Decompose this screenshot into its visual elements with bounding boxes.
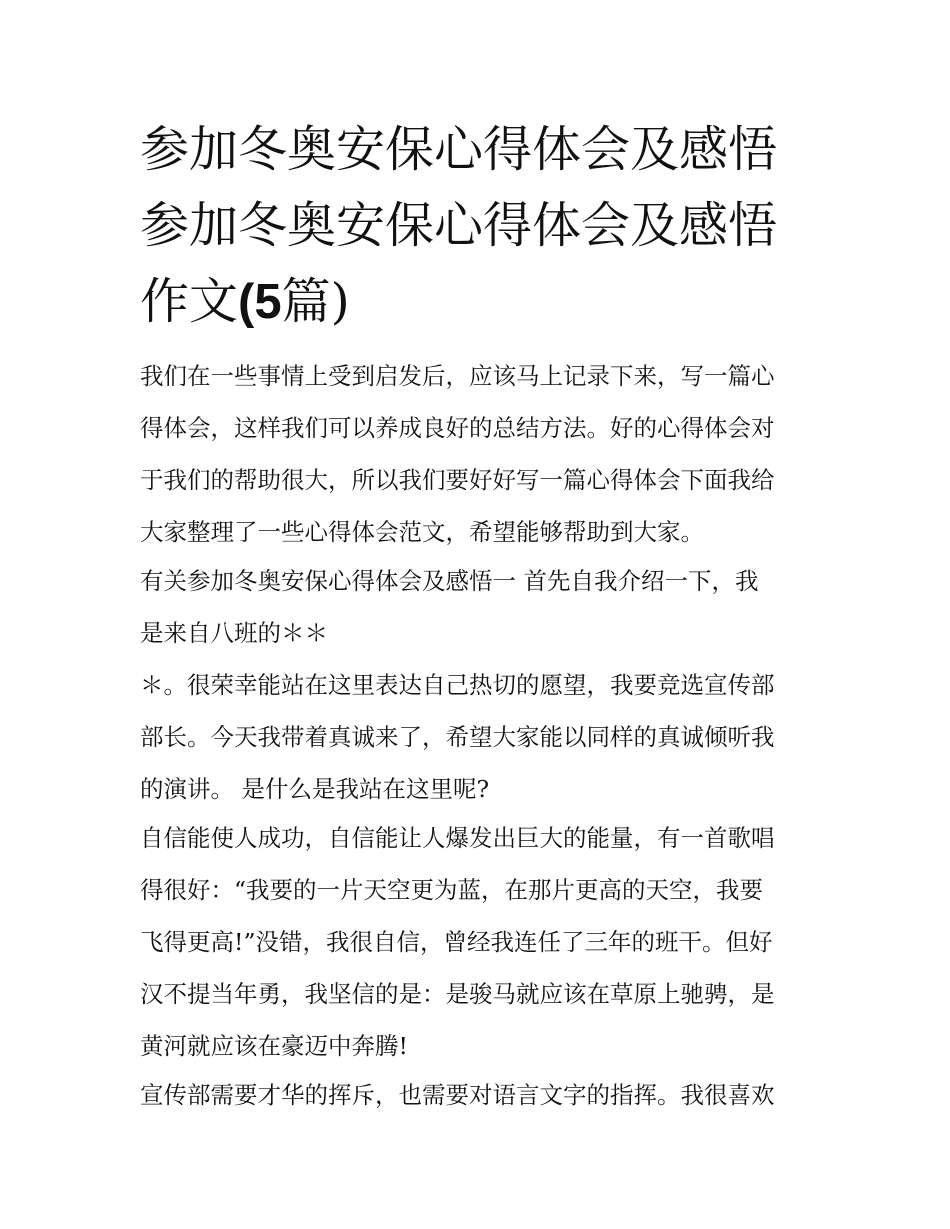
- paragraph-line: 汉不提当年勇，我坚信的是：是骏马就应该在草原上驰骋，是: [140, 980, 775, 1008]
- document-page: [140, 112, 820, 1121]
- paragraph-line: ＊。很荣幸能站在这里表达自己热切的愿望，我要竞选宣传部: [140, 671, 775, 699]
- paragraph-line: 的演讲。 是什么是我站在这里呢?: [140, 775, 490, 803]
- title-text: 篇): [281, 273, 350, 330]
- paragraph-intro: [140, 350, 820, 558]
- paragraph-line: 是来自八班的＊＊: [140, 619, 328, 647]
- title-text: 作文: [140, 273, 239, 330]
- paragraph-line: 自信能使人成功，自信能让人爆发出巨大的能量，有一首歌唱: [140, 824, 775, 852]
- paragraph-line: 有关参加冬奥安保心得体会及感悟一 首先自我介绍一下，我: [140, 567, 759, 595]
- paragraph-confidence: [140, 812, 820, 1072]
- paragraph-line: 得体会，这样我们可以养成良好的总结方法。好的心得体会对: [140, 414, 775, 442]
- paragraph-line: 大家整理了一些心得体会范文，希望能够帮助到大家。: [140, 518, 704, 546]
- title-line: [140, 264, 820, 340]
- paragraph-essay-one: [140, 555, 820, 815]
- paragraph-line: 于我们的帮助很大，所以我们要好好写一篇心得体会下面我给: [140, 466, 775, 494]
- document-title: [140, 112, 820, 340]
- paragraph-line: 宣传部需要才华的挥斥，也需要对语言文字的指挥。我很喜欢: [140, 1081, 775, 1109]
- paragraph-publicity: [140, 1069, 820, 1121]
- title-line: 参加冬奥安保心得体会及感悟: [140, 121, 778, 178]
- paragraph-line: 我们在一些事情上受到启发后，应该马上记录下来，写一篇心: [140, 362, 775, 390]
- title-line: 参加冬奥安保心得体会及感悟: [140, 197, 778, 254]
- paragraph-line: 黄河就应该在豪迈中奔腾!: [140, 1032, 408, 1060]
- paragraph-line: 得很好：“我要的一片天空更为蓝，在那片更高的天空，我要: [140, 876, 764, 904]
- paragraph-line: 部长。今天我带着真诚来了，希望大家能以同样的真诚倾听我: [140, 723, 775, 751]
- title-count: (5: [238, 275, 282, 329]
- paragraph-line: 飞得更高!”没错，我很自信，曾经我连任了三年的班干。但好: [140, 928, 773, 956]
